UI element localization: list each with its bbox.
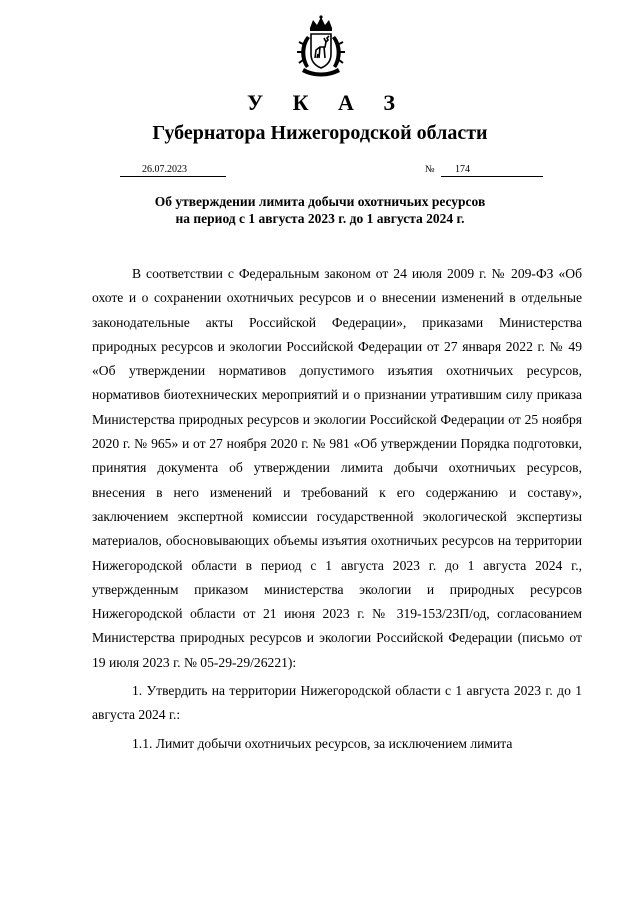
subject-line-2: на период с 1 августа 2023 г. до 1 августа 2024 г.: [175, 211, 465, 226]
issuer-title: Губернатора Нижегородской области: [152, 122, 488, 144]
decree-number: 174: [441, 164, 543, 177]
preamble-paragraph: В соответствии с Федеральным законом от 24 июля 2009 г. № 209-ФЗ «Об охоте и о сохранении охотничьих ресурсов и о внесении изменений в отдельные законодательные акты Российской Федерации», приказами Министерства природных ресурсов и экологии Российской Федерации от 27 января 2022 г. № 49 «Об утверждении нормативов допустимого изъятия охотничьих ресурсов, нормативов биотехнических мероприятий и о признании утратившим силу приказа Министерства природных ресурсов и экологии Российской Федерации от 25 ноября 2020 г. № 965» и от 27 ноября 2020 г. № 981 «Об утверждении Порядка подготовки, принятия документа об утверждении лимита добычи охотничьих ресурсов, внесения в него изменений и требований к его содержанию и составу», заключением экспертной комиссии государственной экологической экспертизы материалов, обосновывающих объемы изъятия охотничьих ресурсов на территории Нижегородской области в период с 1 августа 2023 г. до 1 августа 2024 г., утвержденным приказом министерства экологии и природных ресурсов Нижегородской области от 21 июня 2023 г. № 319-153/23П/од, согласованием Министерства природных ресурсов и экологии Российской Федерации (письмо от 19 июля 2023 г. № 05-29-29/26221):: [92, 266, 582, 670]
clause-1-1-paragraph: 1.1. Лимит добычи охотничьих ресурсов, за исключением лимита: [132, 735, 513, 751]
document-type-title: У К А З: [246, 90, 408, 115]
subject-line-1: Об утверждении лимита добычи охотничьих ресурсов: [154, 194, 486, 209]
coat-of-arms-icon: [296, 14, 346, 78]
decree-date: 26.07.2023: [120, 164, 226, 177]
decree-subject: [0, 193, 640, 227]
decree-number-label: №: [425, 164, 435, 175]
decree-body: [92, 262, 582, 756]
clause-1-paragraph: 1. Утвердить на территории Нижегородской области с 1 августа 2023 г. до 1 августа 2024 г.:: [92, 683, 582, 723]
